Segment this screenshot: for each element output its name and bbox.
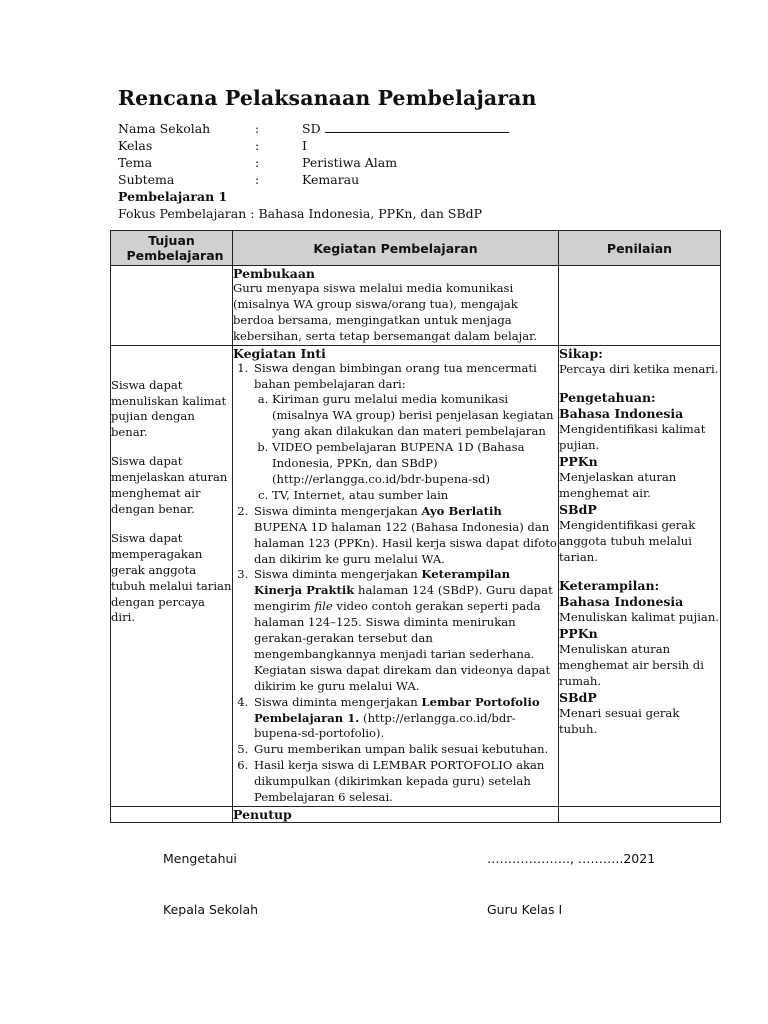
spacer bbox=[559, 377, 720, 390]
step-italic: file bbox=[314, 599, 333, 614]
school-prefix: SD bbox=[302, 121, 321, 136]
step-emphasis: Ayo Berlatih bbox=[421, 503, 502, 518]
step-text: (http://erlangga.co.id/bdr-bupena-sd-portofolio). bbox=[254, 710, 516, 741]
step-text: BUPENA 1D halaman 122 (Bahasa Indonesia) dan halaman 123 (PPKn). Hasil kerja siswa dapat difoto dan dikirim ke guru melalui WA. bbox=[254, 519, 557, 566]
identity-block bbox=[118, 121, 518, 191]
core-steps bbox=[233, 361, 558, 806]
core-step-6: 6. Hasil kerja siswa di LEMBAR PORTOFOLIO akan dikumpulkan (dikirimkan kepada guru) setelah Pembelajaran 6 selesai. bbox=[252, 758, 558, 806]
focus-label: Fokus Pembelajaran bbox=[118, 206, 247, 221]
step-text: Siswa diminta mengerjakan bbox=[254, 503, 418, 518]
core-title: Kegiatan Inti bbox=[233, 345, 326, 361]
objective-1: Siswa dapat menuliskan kalimat pujian dengan benar. bbox=[111, 377, 227, 440]
core-step-5: 5. Guru memberikan umpan balik sesuai kebutuhan. bbox=[252, 742, 558, 758]
assessment-cell bbox=[559, 345, 721, 806]
core-step-4 bbox=[252, 695, 558, 743]
knowledge-subject: Bahasa Indonesia bbox=[559, 406, 684, 422]
identity-key: Kelas bbox=[118, 138, 153, 153]
knowledge-subject: PPKn bbox=[559, 454, 598, 470]
table-row-closing bbox=[111, 807, 721, 823]
step-text: Siswa diminta mengerjakan bbox=[254, 694, 418, 709]
identity-colon: : bbox=[255, 155, 260, 170]
opening-text: Guru menyapa siswa melalui media komunikasi (misalnya WA group siswa/orang tua), mengajak berdoa bersama, mengingatkan untuk menjaga kebersihan, serta tetap bersemangat dalam belajar. bbox=[233, 281, 538, 343]
skill-text: Menari sesuai gerak tubuh. bbox=[559, 705, 680, 736]
spacer bbox=[559, 565, 720, 578]
opening-activity-cell bbox=[233, 266, 559, 346]
header-activities: Kegiatan Pembelajaran bbox=[233, 231, 559, 266]
spacer bbox=[111, 441, 232, 454]
knowledge-subject: SBdP bbox=[559, 501, 597, 517]
skill-subject: PPKn bbox=[559, 626, 598, 642]
table-header-row bbox=[111, 231, 721, 266]
opening-objective-cell bbox=[111, 266, 233, 346]
lesson-table bbox=[110, 230, 721, 823]
skill-subject: Bahasa Indonesia bbox=[559, 594, 684, 610]
table-row-opening bbox=[111, 266, 721, 346]
focus-line bbox=[118, 206, 482, 221]
focus-colon: : bbox=[250, 206, 255, 221]
step-emphasis: Keterampilan Kinerja Praktik bbox=[254, 567, 511, 598]
sikap-text: Percaya diri ketika menari. bbox=[559, 361, 719, 376]
focus-value: Bahasa Indonesia, PPKn, dan SBdP bbox=[258, 206, 483, 221]
principal-label: Kepala Sekolah bbox=[163, 902, 259, 917]
closing-objective-cell bbox=[111, 807, 233, 823]
opening-assessment-cell bbox=[559, 266, 721, 346]
knowledge-label: Pengetahuan: bbox=[559, 390, 656, 406]
objectives-cell bbox=[111, 345, 233, 806]
date-line: ……………….., ………..2021 bbox=[487, 851, 656, 866]
step-text: video contoh gerakan seperti pada halaman 124–125. Siswa diminta menirukan gerakan-gerakan tersebut dan mengembangkannya menjadi tarian sederhana. Kegiatan siswa dapat direkam dan videonya dapat dikirim ke guru melalui WA. bbox=[254, 599, 551, 693]
identity-key: Subtema bbox=[118, 172, 175, 187]
core-activity-cell bbox=[233, 345, 559, 806]
core-step-1-sources bbox=[254, 392, 558, 503]
sikap-label: Sikap: bbox=[559, 345, 603, 361]
table-row-core bbox=[111, 345, 721, 806]
closing-activity-cell bbox=[233, 807, 559, 823]
spacer bbox=[111, 518, 232, 531]
school-name-blank bbox=[325, 122, 509, 133]
objective-2: Siswa dapat menjelaskan aturan menghemat air dengan benar. bbox=[111, 454, 228, 516]
identity-value bbox=[302, 121, 509, 136]
core-step-2 bbox=[252, 504, 558, 568]
identity-colon: : bbox=[255, 121, 260, 136]
knowledge-text: Mengidentifikasi gerak anggota tubuh melalui tarian. bbox=[559, 517, 696, 564]
page-title: Rencana Pelaksanaan Pembelajaran bbox=[118, 86, 537, 110]
closing-assessment-cell bbox=[559, 807, 721, 823]
identity-value: I bbox=[302, 138, 307, 153]
knowledge-text: Mengidentifikasi kalimat pujian. bbox=[559, 422, 706, 453]
opening-title: Pembukaan bbox=[233, 266, 316, 281]
source-b: b. VIDEO pembelajaran BUPENA 1D (Bahasa Indonesia, PPKn, dan SBdP) (http://erlangga.co.id/bdr-bupena-sd) bbox=[272, 440, 558, 488]
skill-text: Menuliskan aturan menghemat air bersih di rumah. bbox=[559, 642, 704, 688]
identity-colon: : bbox=[255, 138, 260, 153]
core-step-1 bbox=[252, 361, 558, 504]
source-c: c. TV, Internet, atau sumber lain bbox=[272, 488, 558, 504]
step-emphasis: Lembar Portofolio Pembelajaran 1. bbox=[254, 694, 540, 725]
skill-label: Keterampilan: bbox=[559, 578, 660, 594]
identity-value: Kemarau bbox=[302, 172, 360, 187]
skill-subject: SBdP bbox=[559, 689, 597, 705]
identity-key: Tema bbox=[118, 155, 153, 170]
header-assessment: Penilaian bbox=[559, 231, 721, 266]
identity-value: Peristiwa Alam bbox=[302, 155, 398, 170]
core-step-1-text: Siswa dengan bimbingan orang tua mencermati bahan pembelajaran dari: bbox=[254, 360, 537, 391]
acknowledge-label: Mengetahui bbox=[163, 851, 237, 866]
skill-text: Menuliskan kalimat pujian. bbox=[559, 610, 719, 625]
knowledge-text: Menjelaskan aturan menghemat air. bbox=[559, 469, 677, 500]
closing-title: Penutup bbox=[233, 807, 292, 822]
core-step-3 bbox=[252, 567, 558, 694]
step-text: Siswa diminta mengerjakan bbox=[254, 567, 418, 582]
identity-key: Nama Sekolah bbox=[118, 121, 211, 136]
objective-3: Siswa dapat memperagakan gerak anggota tubuh melalui tarian dengan percaya diri. bbox=[111, 530, 232, 625]
teacher-label: Guru Kelas I bbox=[487, 902, 563, 917]
step-text: halaman 124 (SBdP). Guru dapat mengirim bbox=[254, 583, 553, 614]
lesson-label: Pembelajaran 1 bbox=[118, 189, 228, 204]
header-objectives: Tujuan Pembelajaran bbox=[111, 231, 233, 266]
identity-colon: : bbox=[255, 172, 260, 187]
source-a: a. Kiriman guru melalui media komunikasi (misalnya WA group) berisi penjelasan kegiatan yang akan dilakukan dan materi pembelajaran bbox=[272, 392, 558, 440]
